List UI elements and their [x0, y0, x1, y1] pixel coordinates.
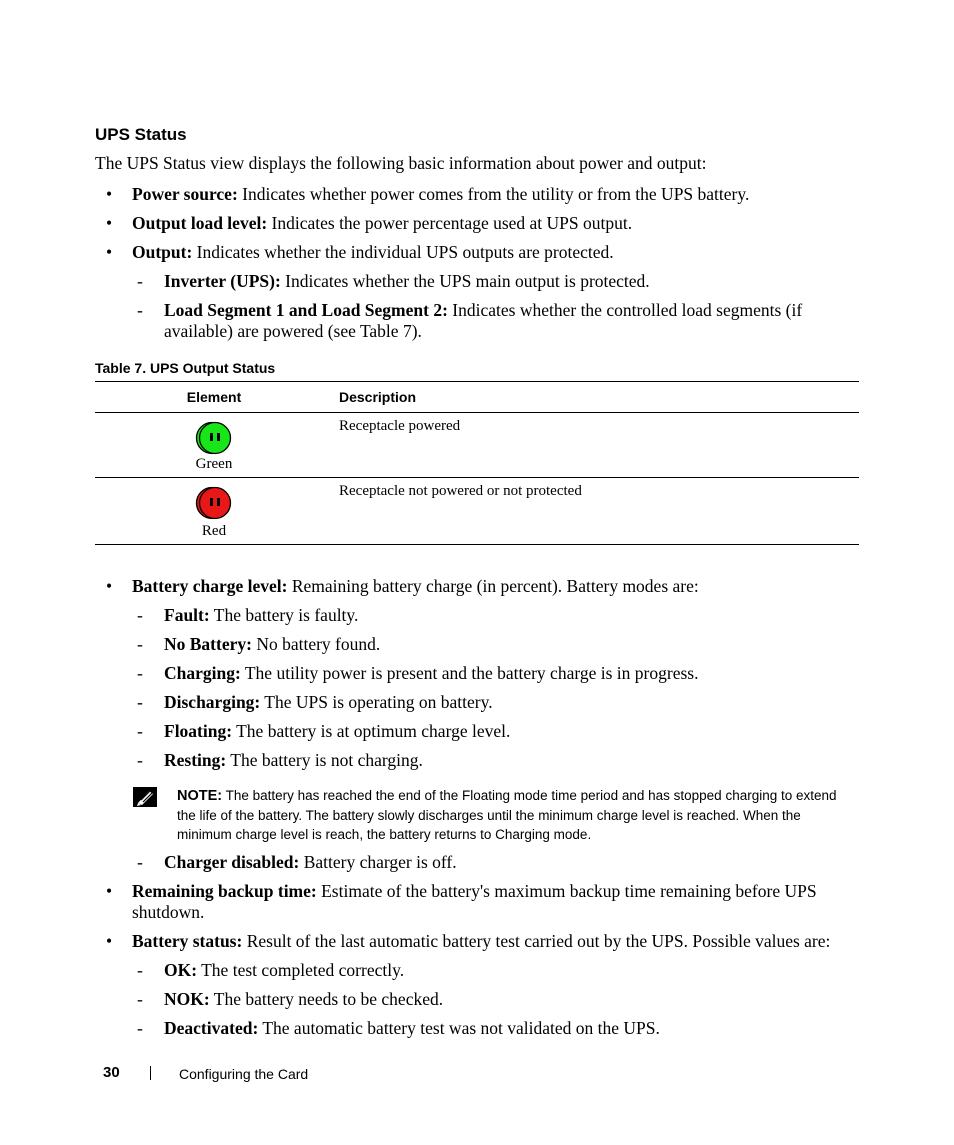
status-list	[0, 852, 954, 1047]
column-header-description: Description	[333, 382, 859, 413]
sub-list-item: - Discharging: The UPS is operating on battery.	[137, 692, 493, 712]
receptacle-green-icon	[195, 421, 233, 455]
sub-list-item: - Fault: The battery is faulty.	[137, 605, 359, 625]
table-caption: Table 7. UPS Output Status	[95, 360, 276, 376]
list-item: • Power source: Indicates whether power comes from the utility or from the UPS battery.	[106, 184, 750, 204]
sub-list-item: - Charger disabled: Battery charger is off.	[137, 852, 457, 872]
column-header-element: Element	[95, 382, 333, 413]
table-row	[95, 413, 859, 478]
table-row	[95, 478, 859, 545]
table-header-row	[95, 382, 859, 413]
icon-label: Green	[195, 456, 233, 472]
ups-output-status-table	[95, 381, 859, 545]
chapter-title: Configuring the Card	[179, 1066, 309, 1082]
sub-list-item: - Load Segment 1 and Load Segment 2: Indicates whether the controlled load segments (if available) are powered (see Table 7).	[137, 300, 803, 341]
description-cell: Receptacle powered	[339, 418, 461, 434]
sub-list-item: - Floating: The battery is at optimum charge level.	[137, 721, 511, 741]
note-label: NOTE:	[177, 788, 223, 804]
footer-divider	[150, 1066, 151, 1080]
list-item: • Output: Indicates whether the individual UPS outputs are protected.	[106, 242, 614, 262]
sub-list-item: - Resting: The battery is not charging.	[137, 750, 423, 770]
section-title: UPS Status	[95, 125, 187, 144]
list-item: • Battery status: Result of the last automatic battery test carried out by the UPS. Possible values are:	[106, 931, 831, 951]
icon-label: Red	[201, 523, 227, 539]
list-item: • Remaining backup time: Estimate of the battery's maximum backup time remaining before UPS shutdown.	[106, 881, 817, 922]
description-cell: Receptacle not powered or not protected	[339, 483, 582, 499]
note-block	[177, 786, 837, 844]
battery-list	[0, 576, 954, 779]
section-intro: The UPS Status view displays the following basic information about power and output:	[95, 153, 707, 173]
receptacle-red-icon	[195, 486, 233, 520]
sub-list-item: - Deactivated: The automatic battery test was not validated on the UPS.	[137, 1018, 660, 1038]
sub-list-item: - OK: The test completed correctly.	[137, 960, 405, 980]
sub-list-item: - Inverter (UPS): Indicates whether the UPS main output is protected.	[137, 271, 650, 291]
info-list	[0, 184, 954, 342]
sub-list-item: - Charging: The utility power is present and the battery charge is in progress.	[137, 663, 699, 683]
note-text: The battery has reached the end of the Floating mode time period and has stopped charging to extend the life of the battery. The battery slowly discharges until the minimum charge level is reached. When the minimum charge level is reach, the battery returns to Charging mode.	[177, 788, 837, 842]
list-item: • Output load level: Indicates the power percentage used at UPS output.	[106, 213, 633, 233]
page-number: 30	[103, 1064, 120, 1081]
sub-list-item: - No Battery: No battery found.	[137, 634, 381, 654]
sub-list-item: - NOK: The battery needs to be checked.	[137, 989, 444, 1009]
list-item: • Battery charge level: Remaining battery charge (in percent). Battery modes are:	[106, 576, 699, 596]
note-pencil-icon	[133, 787, 157, 807]
